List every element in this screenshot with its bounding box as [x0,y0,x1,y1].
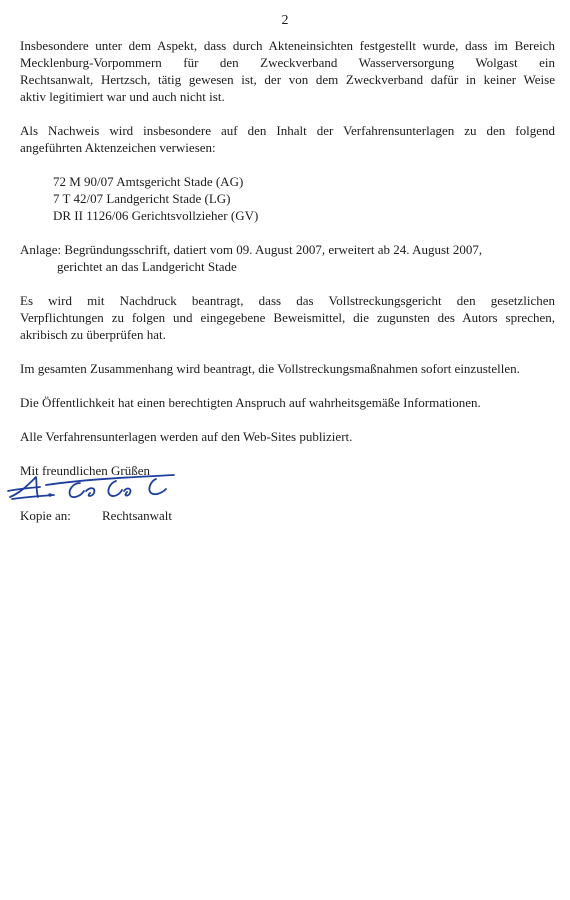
copy-label: Kopie an: [20,508,71,523]
reference-item: 72 M 90/07 Amtsgericht Stade (AG) [53,174,244,189]
copy-recipient: Rechtsanwalt [102,508,173,523]
reference-item: 7 T 42/07 Landgericht Stade (LG) [53,191,231,206]
letter-body [20,37,555,524]
attachment-note [20,241,555,275]
paragraph-line: angeführten Aktenzeichen verwiesen: [20,140,216,155]
paragraph-publikation: Alle Verfahrensunterlagen werden auf den Web-Sites publiziert. [20,429,353,444]
closing-salutation: Mit freundlichen Grüßen [20,463,150,478]
signature-area [20,471,555,507]
paragraph-line: Verpflichtungen zu folgen und eingegebene Beweismittel, die zugunsten des Autors sprechen, [20,310,555,325]
paragraph-line: Rechtsanwalt, Hertzsch, tätig gewesen ist, der von dem Zweckverband dafür in keiner Weise [20,72,555,87]
paragraph-line: akribisch zu überprüfen hat. [20,327,166,342]
reference-item: DR II 1126/06 Gerichtsvollzieher (GV) [53,208,259,223]
paragraph-nachweis [20,122,555,156]
paragraph-line: Es wird mit Nachdruck beantragt, dass das Vollstreckungsgericht den gesetzlichen [20,293,555,308]
attachment-line: gerichtet an das Landgericht Stade [57,259,237,274]
paragraph-antrag [20,292,555,343]
paragraph-oeffentlichkeit: Die Öffentlichkeit hat einen berechtigten Anspruch auf wahrheitsgemäße Informationen. [20,395,481,410]
copy-to-row [20,507,555,524]
paragraph-aspekt [20,37,555,105]
paragraph-line: Insbesondere unter dem Aspekt, dass durch Akteneinsichten festgestellt wurde, dass im Bereich [20,38,555,53]
paragraph-line: Als Nachweis wird insbesondere auf den Inhalt der Verfahrensunterlagen zu den folgend [20,123,555,138]
paragraph-line: aktiv legitimiert war und auch nicht ist. [20,89,225,104]
reference-list [53,173,555,224]
attachment-line: Anlage: Begründungsschrift, datiert vom 09. August 2007, erweitert ab 24. August 2007, [20,242,483,257]
paragraph-line: Mecklenburg-Vorpommern für den Zweckverband Wasserversorgung Wolgast ein [20,55,555,70]
paragraph-einstellung: Im gesamten Zusammenhang wird beantragt, die Vollstreckungsmaßnahmen sofort einzustellen. [20,361,520,376]
handwritten-signature [6,471,176,505]
page-number: 2 [281,13,289,28]
